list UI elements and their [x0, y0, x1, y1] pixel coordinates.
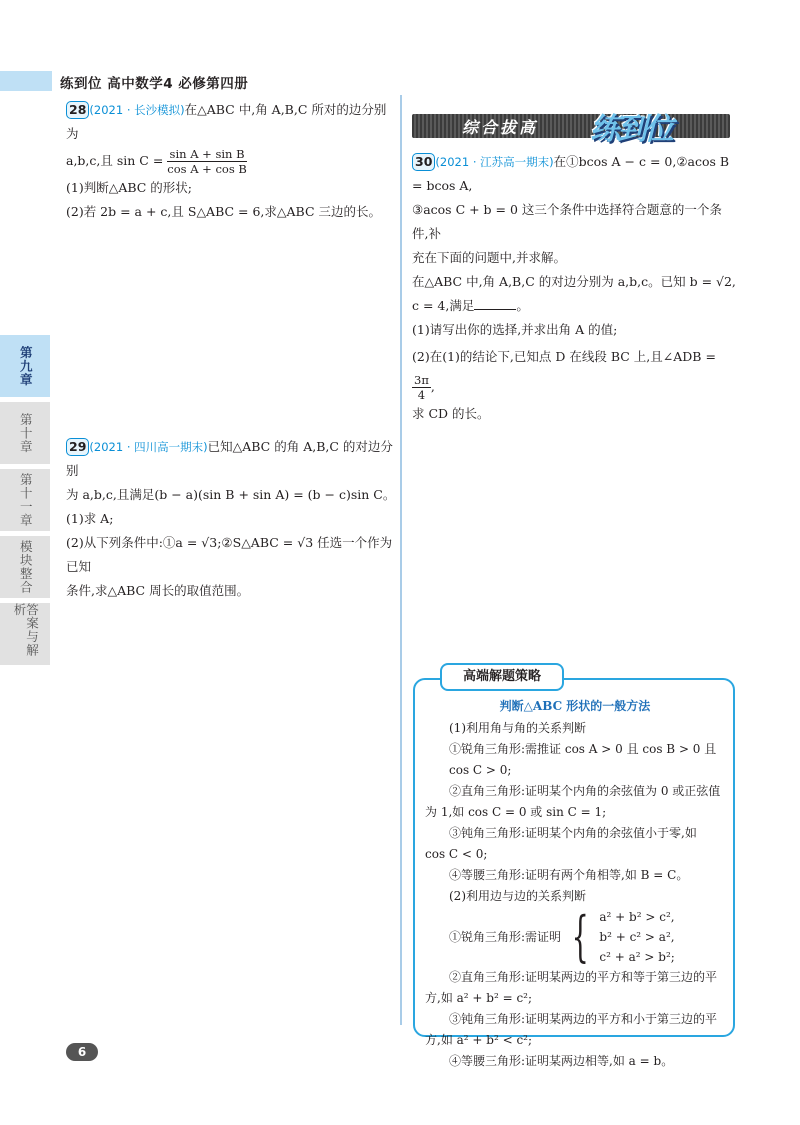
problem-source: (2021 · 四川高一期末) [89, 440, 208, 454]
tab-chapter-11[interactable]: 第十一章 [0, 469, 50, 531]
problem-28: 28 (2021 · 长沙模拟)在△ABC 中,角 A,B,C 所对的边分别为 a,b,c,且 sin C = $\frac{\text{sin A + sin B}}{\text{cos A + cos B}}$ (1)判断△ABC 的形状; (2)若 2b = a + c,且 S△ABC = 6,求△ABC 三边的长。 [66, 98, 391, 224]
fraction: $\frac{\text{sin A + sin B}}{\text{cos A + cos B}}$ [167, 147, 247, 176]
question-1: (1)判断△ABC 的形状; [66, 180, 193, 195]
strategy-title: 高端解题策略 [440, 663, 564, 691]
tab-answers[interactable]: 答案与解析 [0, 603, 50, 665]
problem-30: 30 (2021 · 江苏高一期末)在①bcos A − c = 0,②acos B = bcos A, ③acos C + b = 0 这三个条件中选择符合题意的一个条件,补 充在下面的问题中,并求解。 在△ABC 中,角 A,B,C 的对边分别为 a,b,c。已知 b = √2, c = 4,满足 。 (1)请写出你的选择,并求出角 A 的值; (2)在(1)的结论下,已知点 D 在线段 BC 上,且∠ADB = $\frac{3\pi}{4}$ , 求 CD 的长。 [412, 154, 736, 421]
header-accent-band [0, 71, 52, 91]
brace: { [571, 905, 589, 968]
problem-number: 28 [66, 101, 89, 119]
tab-module-review[interactable]: 模块整合 [0, 536, 50, 598]
question-1: (1)请写出你的选择,并求出角 A 的值; [412, 322, 618, 337]
answer-blank[interactable] [474, 297, 516, 310]
page-number: 6 [66, 1043, 98, 1061]
question-2: (2)从下列条件中:①a = √3;②S△ABC = √3 任选一个作为已知 [66, 535, 393, 574]
problem-29: 29 (2021 · 四川高一期末)已知△ABC 的角 A,B,C 的对边分别 为 a,b,c,且满足(b − a)(sin B + sin A) = (b − c)sin C。 (1)求 A; (2)从下列条件中:①a = √3;②S△ABC = √3 任选一个作为已知 条件,求△ABC 周长的取值范围。 [66, 439, 396, 598]
banner-title: 综合拔高 [462, 118, 539, 137]
problem-source: (2021 · 江苏高一期末) [435, 155, 554, 169]
question-2: (2)在(1)的结论下,已知点 D 在线段 BC 上,且∠ADB = $\frac{3\pi}{4}$ , [412, 349, 716, 402]
question-2: (2)若 2b = a + c,且 S△ABC = 6,求△ABC 三边的长。 [66, 204, 382, 219]
tab-chapter-9[interactable]: 第九章 [0, 335, 50, 397]
problem-number: 29 [66, 438, 89, 456]
strategy-content: 判断△ABC 形状的一般方法 (1)利用角与角的关系判断 ①锐角三角形:需推证 cos A > 0 且 cos B > 0 且 cos C > 0; ②直角三角形:证明某个内角的余弦值为 0 或正弦值 为 1,如 cos C = 0 或 sin C = 1; ③钝角三角形:证明某个内角的余弦值小于零,如 cos C < 0; ④等腰三角形:证明有两个角相等,如 B = C。 (2)利用边与边的关系判断 ①锐角三角形:需证明 { a² + b² > c², b² + c² > a², c² + a² > b²; ②直角三角形:证明某两边的平方和等于第三边的平 方,如 a² + b² = c²; ③钝角三角形:证明某两边的平方和小于第三边的平 方,如 a² + b² < c²; ④等腰三角形:证明某两边相等,如 a = b。 [425, 696, 725, 1072]
inequality-system: ①锐角三角形:需证明 { a² + b² > c², b² + c² > a², c² + a² > b²; [449, 905, 675, 968]
running-header: 练到位 高中数学4 必修第四册 [60, 76, 249, 92]
column-divider [400, 95, 402, 1025]
problem-number: 30 [412, 153, 435, 171]
fraction: $\frac{3\pi}{4}$ [414, 373, 429, 402]
strategy-heading: 判断△ABC 形状的一般方法 [499, 699, 651, 713]
brand-logo: 练到位 [590, 112, 671, 147]
problem-source: (2021 · 长沙模拟) [89, 103, 185, 117]
tab-chapter-10[interactable]: 第十章 [0, 402, 50, 464]
section-banner [412, 108, 732, 147]
banner-bar [412, 114, 730, 138]
question-1: (1)求 A; [66, 511, 114, 526]
